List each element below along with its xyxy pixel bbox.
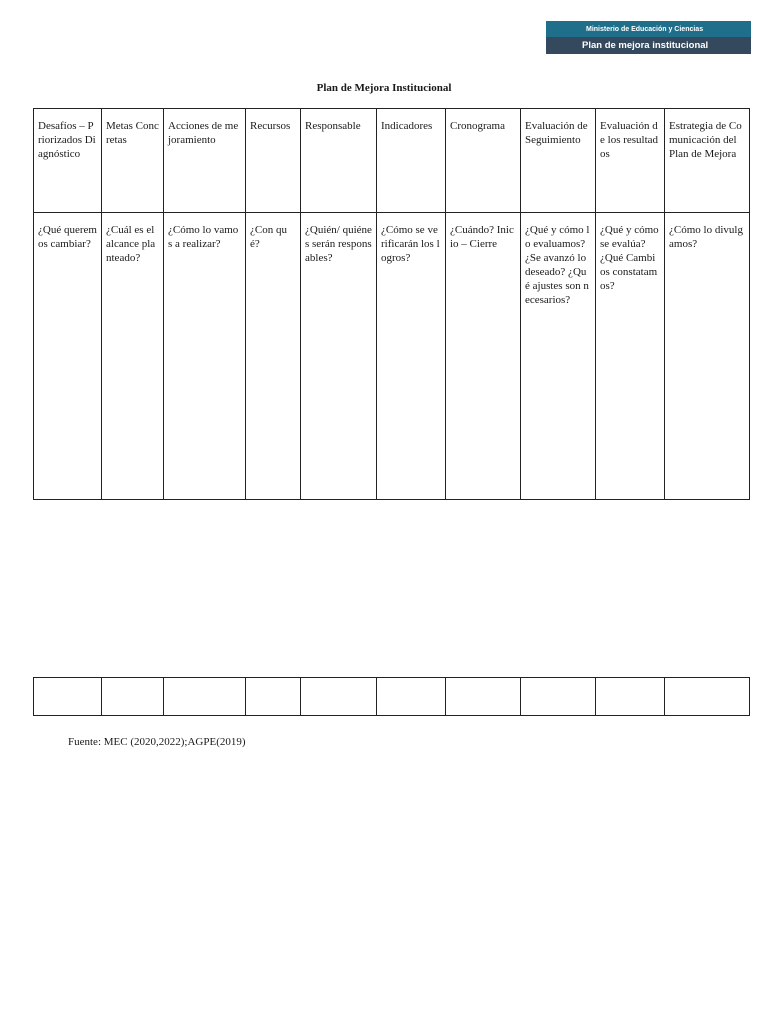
empty-cell (596, 678, 665, 716)
ministry-name: Ministerio de Educación y Ciencias (546, 21, 751, 37)
header-cell-evaluacion-resultados: Evaluación de los resultados (596, 109, 665, 213)
document-title: Plan de Mejora Institucional (316, 82, 452, 94)
empty-cell (301, 678, 377, 716)
question-cell: ¿Cómo se verificarán los logros? (377, 213, 446, 500)
improvement-plan-table (33, 108, 750, 500)
empty-cell (102, 678, 164, 716)
question-cell: ¿Cuándo? Inicio – Cierre (446, 213, 521, 500)
ministry-logo (546, 21, 751, 54)
header-cell-cronograma: Cronograma (446, 109, 521, 213)
empty-cell (377, 678, 446, 716)
empty-cell (446, 678, 521, 716)
source-citation: Fuente: MEC (2020,2022);AGPE(2019) (68, 736, 246, 748)
header-cell-metas: Metas Concretas (102, 109, 164, 213)
header-cell-indicadores: Indicadores (377, 109, 446, 213)
header-cell-recursos: Recursos (246, 109, 301, 213)
header-row (34, 109, 750, 213)
empty-cell (246, 678, 301, 716)
question-cell: ¿Quién/ quiénes serán responsables? (301, 213, 377, 500)
logo-subtitle: Plan de mejora institucional (546, 37, 751, 54)
header-cell-desafios: Desafíos – Priorizados Diagnóstico (34, 109, 102, 213)
empty-entry-table (33, 677, 750, 716)
header-cell-evaluacion-seguimiento: Evaluación de Seguimiento (521, 109, 596, 213)
header-cell-estrategia: Estrategia de Comunicación del Plan de Mejora (665, 109, 750, 213)
empty-row (34, 678, 750, 716)
question-cell: ¿Cómo lo divulgamos? (665, 213, 750, 500)
question-cell: ¿Con qué? (246, 213, 301, 500)
empty-cell (665, 678, 750, 716)
question-cell: ¿Qué queremos cambiar? (34, 213, 102, 500)
empty-cell (164, 678, 246, 716)
header-cell-acciones: Acciones de mejoramiento (164, 109, 246, 213)
question-cell: ¿Qué y cómo lo evaluamos? ¿Se avanzó lo deseado? ¿Qué ajustes son necesarios? (521, 213, 596, 500)
question-cell: ¿Qué y cómo se evalúa? ¿Qué Cambios constatamos? (596, 213, 665, 500)
header-cell-responsable: Responsable (301, 109, 377, 213)
empty-cell (34, 678, 102, 716)
question-cell: ¿Cuál es el alcance planteado? (102, 213, 164, 500)
empty-cell (521, 678, 596, 716)
questions-row (34, 213, 750, 500)
question-cell: ¿Cómo lo vamos a realizar? (164, 213, 246, 500)
